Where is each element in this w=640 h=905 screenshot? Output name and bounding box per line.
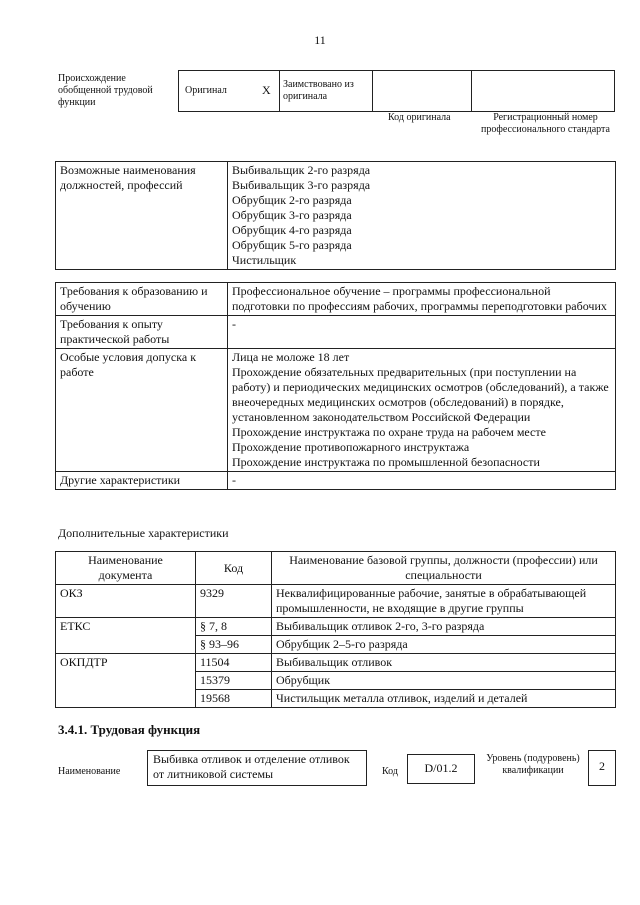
origin-mark: X (262, 83, 271, 97)
condition-line: Прохождение инструктажа по охране труда на рабочем месте (232, 425, 546, 439)
positions-list (228, 162, 616, 270)
requirements-table (55, 282, 616, 490)
req-experience-value: - (228, 316, 616, 349)
row-code: 15379 (196, 672, 272, 690)
position-item: Чистильщик (232, 253, 297, 267)
origin-original: Оригинал (185, 85, 227, 96)
position-item: Выбивальщик 2-го разряда (232, 163, 371, 177)
function-level-box: 2 (588, 750, 616, 786)
function-name-box: Выбивка отливок и отделение отливок от литниковой системы (147, 750, 367, 786)
row-code: 11504 (196, 654, 272, 672)
row-code: § 93–96 (196, 636, 272, 654)
function-code-label: Код (382, 766, 398, 777)
row-name: Выбивальщик отливок (272, 654, 616, 672)
origin-borrowed: Заимствовано из оригинала (283, 79, 354, 102)
condition-line: Прохождение противопожарного инструктажа (232, 440, 470, 454)
row-code: 9329 (196, 585, 272, 618)
row-name: Выбивальщик отливок 2-го, 3-го разряда (272, 618, 616, 636)
position-item: Обрубщик 2-го разряда (232, 193, 352, 207)
row-name: Неквалифицированные рабочие, занятые в обрабатывающей промышленности, не входящие в другие группы (272, 585, 616, 618)
row-code: § 7, 8 (196, 618, 272, 636)
position-item: Выбивальщик 3-го разряда (232, 178, 371, 192)
req-education-value: Профессиональное обучение – программы профессиональной подготовки по профессиям рабочих, программы переподготовки рабочих (228, 283, 616, 316)
row-doc: ОКПДТР (56, 654, 196, 708)
additional-table (55, 551, 616, 708)
origin-code-label: Код оригинала (388, 112, 451, 123)
header-document: Наименование документа (56, 552, 196, 585)
position-item: Обрубщик 5-го разряда (232, 238, 352, 252)
row-name: Обрубщик 2–5-го разряда (272, 636, 616, 654)
row-doc: ЕТКС (56, 618, 196, 654)
req-other-value: - (228, 472, 616, 490)
function-heading: 3.4.1. Трудовая функция (58, 722, 201, 737)
origin-box (178, 70, 615, 112)
header-code: Код (196, 552, 272, 585)
row-name: Чистильщик металла отливок, изделий и деталей (272, 690, 616, 708)
condition-line: Прохождение обязательных предварительных (при поступлении на работу) и периодических медицинских осмотров (обследований), а также внеочередных медицинских осмотров (обследований) в порядке, установленном законодательством Российской Федерации (232, 365, 609, 424)
function-name-label: Наименование (58, 766, 121, 777)
page-number: 11 (314, 33, 326, 47)
positions-table (55, 161, 616, 270)
req-experience-label: Требования к опыту практической работы (56, 316, 228, 349)
row-doc: ОКЗ (56, 585, 196, 618)
req-education-label: Требования к образованию и обучению (56, 283, 228, 316)
row-code: 19568 (196, 690, 272, 708)
origin-label: Происхождение обобщенной трудовой функции (58, 73, 153, 108)
req-conditions-value (228, 349, 616, 472)
positions-label: Возможные наименования должностей, профессий (56, 162, 228, 270)
condition-line: Лица не моложе 18 лет (232, 350, 350, 364)
condition-line: Прохождение инструктажа по промышленной безопасности (232, 455, 540, 469)
function-code-box: D/01.2 (407, 754, 475, 784)
row-name: Обрубщик (272, 672, 616, 690)
header-name: Наименование базовой группы, должности (профессии) или специальности (272, 552, 616, 585)
function-level-label: Уровень (подуровень) квалификации (486, 753, 580, 776)
position-item: Обрубщик 3-го разряда (232, 208, 352, 222)
req-other-label: Другие характеристики (56, 472, 228, 490)
position-item: Обрубщик 4-го разряда (232, 223, 352, 237)
additional-title: Дополнительные характеристики (58, 526, 229, 540)
req-conditions-label: Особые условия допуска к работе (56, 349, 228, 472)
origin-reg-label: Регистрационный номер профессионального стандарта (481, 112, 610, 135)
